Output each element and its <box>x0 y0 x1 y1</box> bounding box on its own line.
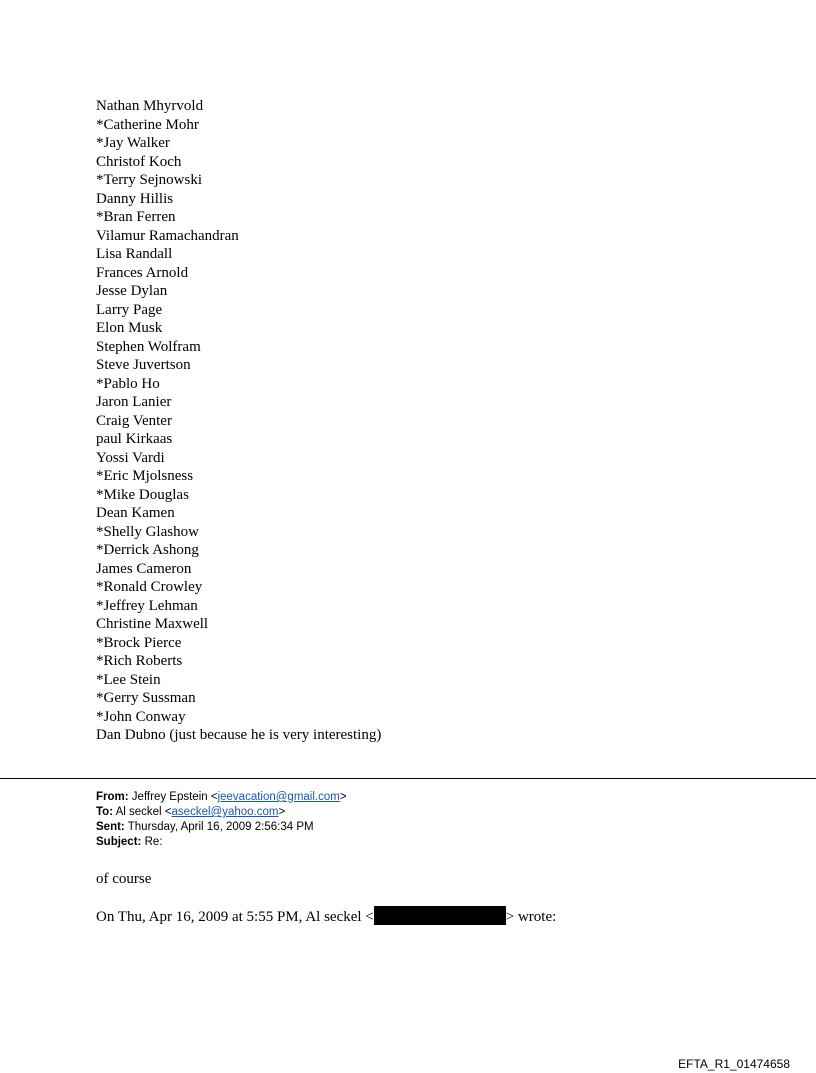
name-list-item: Larry Page <box>96 301 163 318</box>
name-list-item: *John Conway <box>96 708 186 725</box>
name-list-item: *Eric Mjolsness <box>96 468 194 484</box>
from-name: Jeffrey Epstein < <box>131 791 218 803</box>
from-row <box>96 790 347 805</box>
name-list-item: Jaron Lanier <box>96 394 172 410</box>
name-list-item: Steve Juvertson <box>96 357 191 373</box>
name-list-item: *Shelly Glashow <box>96 523 199 540</box>
subject-label: Subject: <box>96 836 142 848</box>
name-list-item: Dean Kamen <box>96 505 175 521</box>
name-list-item: *Brock Pierce <box>96 634 182 651</box>
subject-row <box>96 835 347 850</box>
attendee-name-list <box>96 97 381 745</box>
to-name: Al seckel < <box>115 806 172 818</box>
name-list-item: Vilamur Ramachandran <box>96 227 239 244</box>
to-row <box>96 805 347 820</box>
name-list-item: *Bran Ferren <box>96 209 176 225</box>
name-list-item: Christine Maxwell <box>96 616 209 632</box>
name-list-item: Lisa Randall <box>96 246 173 262</box>
name-list-item: *Pablo Ho <box>96 375 160 392</box>
from-label: From: <box>96 791 129 803</box>
name-list-item: *Rich Roberts <box>96 653 183 669</box>
sent-row <box>96 820 347 835</box>
to-label: To: <box>96 806 114 818</box>
name-list-item: Yossi Vardi <box>96 449 165 466</box>
name-list-item: Dan Dubno (just because he is very interesting) <box>96 727 382 743</box>
name-list-item: *Terry Sejnowski <box>96 172 203 188</box>
name-list-item: Frances Arnold <box>96 264 189 281</box>
email-body-text: of course <box>96 871 152 887</box>
name-list-item: paul Kirkaas <box>96 431 173 447</box>
sent-value: Thursday, April 16, 2009 2:56:34 PM <box>127 821 314 833</box>
email-header-block <box>96 790 347 850</box>
message-divider <box>0 778 816 779</box>
name-list-item: Christof Koch <box>96 153 182 170</box>
name-list-item: *Derrick Ashong <box>96 542 199 558</box>
name-list-item: Elon Musk <box>96 320 163 336</box>
sent-label: Sent: <box>96 821 125 833</box>
subject-value: Re: <box>144 836 163 848</box>
quote-prefix: On Thu, Apr 16, 2009 at 5:55 PM, Al seckel < <box>96 909 374 925</box>
quoted-reply-line <box>96 906 556 926</box>
name-list-item: Danny Hillis <box>96 190 174 207</box>
redaction-block <box>374 906 506 925</box>
quote-suffix: > wrote: <box>505 909 557 925</box>
name-list-item: Nathan Mhyrvold <box>96 98 204 114</box>
name-list-item: *Jeffrey Lehman <box>96 597 198 614</box>
name-list-item: *Jay Walker <box>96 135 170 151</box>
to-close: > <box>278 806 286 818</box>
name-list-item: *Gerry Sussman <box>96 690 196 706</box>
name-list-item: James Cameron <box>96 560 192 577</box>
name-list-item: *Catherine Mohr <box>96 116 199 133</box>
from-close: > <box>339 791 347 803</box>
name-list-item: *Ronald Crowley <box>96 579 203 595</box>
name-list-item: *Mike Douglas <box>96 486 189 503</box>
from-email-link[interactable]: jeevacation@gmail.com <box>217 791 340 803</box>
name-list-item: Craig Venter <box>96 412 172 429</box>
to-email-link[interactable]: aseckel@yahoo.com <box>171 806 279 818</box>
name-list-item: *Lee Stein <box>96 671 161 688</box>
name-list-item: Stephen Wolfram <box>96 338 201 355</box>
document-id: EFTA_R1_01474658 <box>678 1057 790 1071</box>
name-list-item: Jesse Dylan <box>96 283 168 299</box>
